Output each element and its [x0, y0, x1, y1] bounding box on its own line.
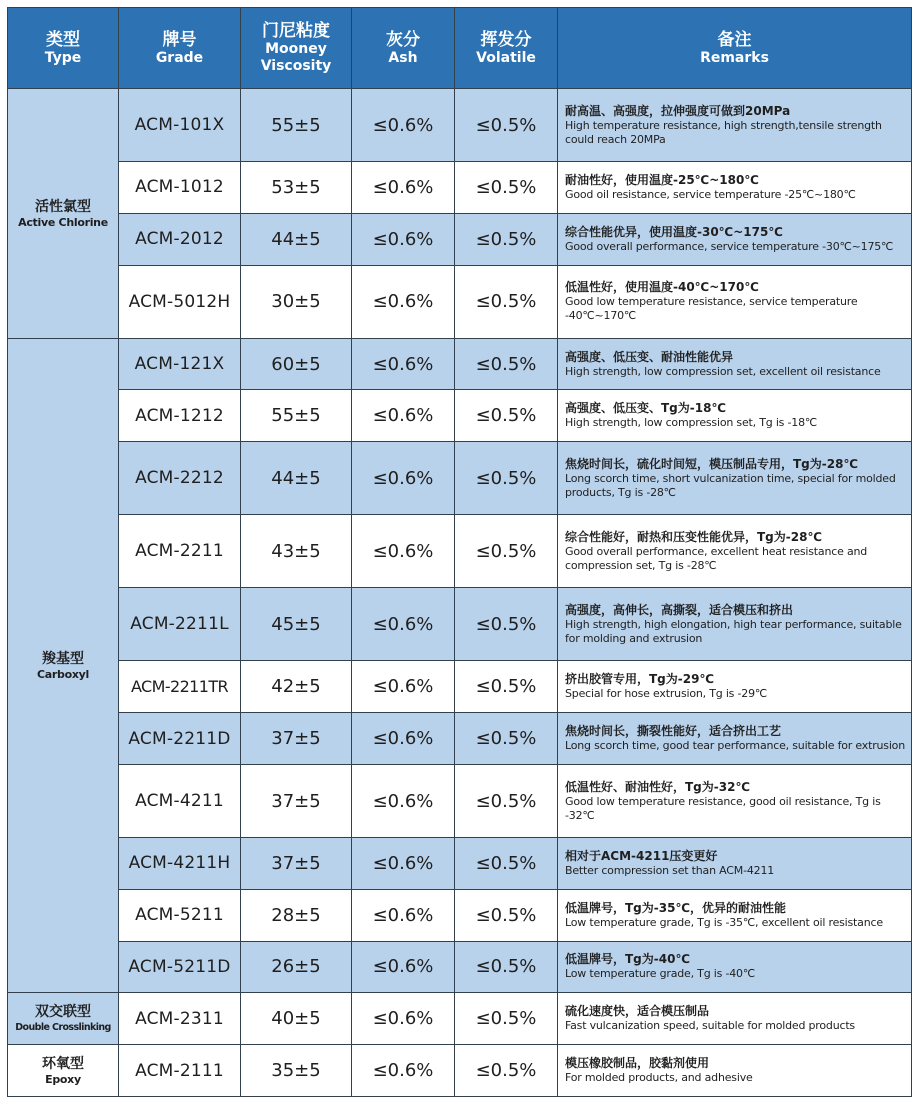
volatile-cell: ≤0.5% — [455, 941, 558, 993]
remark-zh: 硫化速度快，适合模压制品 — [565, 1004, 710, 1019]
remark-en: Good overall performance, excellent heat resistance and compression set, Tg is -28℃ — [565, 544, 868, 572]
table-row — [8, 213, 912, 265]
remarks-cell — [558, 661, 912, 713]
grade-cell: ACM-121X — [119, 338, 241, 390]
table-row — [8, 764, 912, 837]
header-ash — [352, 8, 455, 89]
remark-en: High strength, low compression set, Tg is -18℃ — [565, 416, 818, 430]
ash-cell: ≤0.6% — [352, 588, 455, 661]
remark-en: High temperature resistance, high strength,tensile strength could reach 20MPa — [565, 118, 882, 146]
remarks-cell — [558, 442, 912, 515]
header-grade-zh: 牌号 — [162, 29, 197, 50]
remarks-cell — [558, 588, 912, 661]
volatile-cell: ≤0.5% — [455, 588, 558, 661]
mooney-cell: 42±5 — [241, 661, 352, 713]
volatile-cell: ≤0.5% — [455, 338, 558, 390]
remark-en: Low temperature grade, Tg is -40℃ — [565, 967, 755, 981]
table-row — [8, 162, 912, 214]
remark-zh: 焦烧时间长，硫化时间短，模压制品专用，Tg为-28℃ — [565, 456, 858, 471]
remark-zh: 模压橡胶制品，胶黏剂使用 — [565, 1056, 710, 1071]
group-label-zh: 羧基型 — [42, 651, 84, 668]
group-label-zh: 活性氯型 — [35, 198, 91, 215]
remark-zh: 低温牌号，Tg为-40℃ — [565, 952, 690, 967]
table-row — [8, 661, 912, 713]
grade-cell: ACM-2212 — [119, 442, 241, 515]
header-type-zh: 类型 — [46, 29, 80, 50]
mooney-cell: 55±5 — [241, 390, 352, 442]
mooney-cell: 35±5 — [241, 1045, 352, 1097]
grade-cell: ACM-2211L — [119, 588, 241, 661]
remark-zh: 综合性能好，耐热和压变性能优异，Tg为-28℃ — [565, 529, 822, 544]
grade-cell: ACM-2211TR — [119, 661, 241, 713]
grade-cell: ACM-2211D — [119, 713, 241, 765]
remark-zh: 低温性好、耐油性好，Tg为-32℃ — [565, 779, 750, 794]
table-row — [8, 442, 912, 515]
remark-zh: 低温牌号，Tg为-35℃，优异的耐油性能 — [565, 900, 786, 915]
ash-cell: ≤0.6% — [352, 338, 455, 390]
header-grade — [119, 8, 241, 89]
ash-cell: ≤0.6% — [352, 213, 455, 265]
remark-en: Better compression set than ACM-4211 — [565, 863, 775, 877]
grade-cell: ACM-2211 — [119, 515, 241, 588]
mooney-cell: 28±5 — [241, 889, 352, 941]
remark-zh: 低温性好，使用温度-40℃~170℃ — [565, 280, 759, 295]
header-mooney-zh: 门尼粘度 — [262, 21, 330, 41]
remark-zh: 相对于ACM-4211压变更好 — [565, 848, 718, 863]
grade-cell: ACM-4211 — [119, 764, 241, 837]
table-row — [8, 588, 912, 661]
volatile-cell: ≤0.5% — [455, 764, 558, 837]
mooney-cell: 43±5 — [241, 515, 352, 588]
mooney-cell: 37±5 — [241, 764, 352, 837]
remarks-cell — [558, 390, 912, 442]
mooney-cell: 44±5 — [241, 213, 352, 265]
mooney-cell: 55±5 — [241, 89, 352, 162]
mooney-cell: 45±5 — [241, 588, 352, 661]
volatile-cell: ≤0.5% — [455, 838, 558, 890]
volatile-cell: ≤0.5% — [455, 661, 558, 713]
header-mooney-en2: Viscosity — [260, 58, 332, 74]
remarks-cell — [558, 265, 912, 338]
table-row — [8, 265, 912, 338]
remark-zh: 焦烧时间长，撕裂性能好，适合挤出工艺 — [565, 724, 782, 739]
ash-cell: ≤0.6% — [352, 941, 455, 993]
mooney-cell: 53±5 — [241, 162, 352, 214]
remark-en: Low temperature grade, Tg is -35℃, excellent oil resistance — [565, 915, 883, 929]
remark-zh: 高强度，高伸长，高撕裂，适合模压和挤出 — [565, 602, 794, 617]
remark-en: Good overall performance, service temperature -30℃~175℃ — [565, 239, 894, 253]
remarks-cell — [558, 338, 912, 390]
remarks-cell — [558, 1045, 912, 1097]
remark-zh: 耐油性好，使用温度-25℃~180℃ — [565, 172, 759, 187]
remark-zh: 挤出胶管专用，Tg为-29℃ — [565, 672, 714, 687]
mooney-cell: 37±5 — [241, 838, 352, 890]
group-label-zh: 双交联型 — [35, 1004, 91, 1021]
group-label-en: Carboxyl — [37, 668, 89, 682]
ash-cell: ≤0.6% — [352, 442, 455, 515]
mooney-cell: 40±5 — [241, 993, 352, 1045]
remark-en: Good low temperature resistance, service temperature -40℃~170℃ — [565, 295, 858, 323]
ash-cell: ≤0.6% — [352, 515, 455, 588]
header-type — [8, 8, 119, 89]
volatile-cell: ≤0.5% — [455, 162, 558, 214]
ash-cell: ≤0.6% — [352, 661, 455, 713]
table-row — [8, 713, 912, 765]
remark-zh: 高强度、低压变、耐油性能优异 — [565, 349, 734, 364]
ash-cell: ≤0.6% — [352, 993, 455, 1045]
grade-cell: ACM-4211H — [119, 838, 241, 890]
remark-en: Special for hose extrusion, Tg is -29℃ — [565, 687, 768, 701]
grade-cell: ACM-5211 — [119, 889, 241, 941]
remarks-cell — [558, 993, 912, 1045]
remarks-cell — [558, 941, 912, 993]
group-double-crosslinking — [8, 993, 119, 1045]
table-row — [8, 941, 912, 993]
table-row — [8, 390, 912, 442]
ash-cell: ≤0.6% — [352, 713, 455, 765]
remarks-cell — [558, 213, 912, 265]
grade-cell: ACM-5211D — [119, 941, 241, 993]
ash-cell: ≤0.6% — [352, 265, 455, 338]
volatile-cell: ≤0.5% — [455, 213, 558, 265]
header-mooney-en1: Mooney — [265, 41, 327, 57]
table-row — [8, 515, 912, 588]
remark-en: Good oil resistance, service temperature -25℃~180℃ — [565, 187, 856, 201]
ash-cell: ≤0.6% — [352, 162, 455, 214]
table-row — [8, 338, 912, 390]
remark-en: Fast vulcanization speed, suitable for molded products — [565, 1019, 855, 1033]
header-volatile-en: Volatile — [476, 49, 536, 66]
header-mooney — [241, 8, 352, 89]
grade-cell: ACM-2111 — [119, 1045, 241, 1097]
remarks-cell — [558, 713, 912, 765]
volatile-cell: ≤0.5% — [455, 265, 558, 338]
remark-zh: 耐高温、高强度，拉伸强度可做到20MPa — [565, 103, 791, 118]
grade-cell: ACM-1012 — [119, 162, 241, 214]
volatile-cell: ≤0.5% — [455, 1045, 558, 1097]
header-remarks-zh: 备注 — [717, 29, 752, 50]
remarks-cell — [558, 515, 912, 588]
header-type-en: Type — [44, 49, 82, 66]
volatile-cell: ≤0.5% — [455, 442, 558, 515]
remark-zh: 高强度、低压变、Tg为-18℃ — [565, 401, 726, 416]
table-header — [8, 8, 912, 89]
mooney-cell: 44±5 — [241, 442, 352, 515]
mooney-cell: 37±5 — [241, 713, 352, 765]
mooney-cell: 26±5 — [241, 941, 352, 993]
table-row — [8, 89, 912, 162]
grade-cell: ACM-2012 — [119, 213, 241, 265]
product-spec-sheet — [7, 7, 911, 1097]
remarks-cell — [558, 89, 912, 162]
group-label-zh: 环氧型 — [42, 1056, 84, 1073]
grade-cell: ACM-2311 — [119, 993, 241, 1045]
table-row — [8, 838, 912, 890]
grade-cell: ACM-5012H — [119, 265, 241, 338]
group-epoxy — [8, 1045, 119, 1097]
group-carboxyl — [8, 338, 119, 993]
remarks-cell — [558, 764, 912, 837]
mooney-cell: 30±5 — [241, 265, 352, 338]
group-label-en: Double Crosslinking — [15, 1022, 111, 1034]
ash-cell: ≤0.6% — [352, 390, 455, 442]
table-body — [8, 89, 912, 1097]
header-grade-en: Grade — [155, 49, 204, 66]
remarks-cell — [558, 162, 912, 214]
grade-cell: ACM-1212 — [119, 390, 241, 442]
header-remarks — [558, 8, 912, 89]
volatile-cell: ≤0.5% — [455, 89, 558, 162]
volatile-cell: ≤0.5% — [455, 390, 558, 442]
table-row — [8, 889, 912, 941]
header-volatile — [455, 8, 558, 89]
ash-cell: ≤0.6% — [352, 838, 455, 890]
grade-cell: ACM-101X — [119, 89, 241, 162]
group-active-chlorine — [8, 89, 119, 339]
ash-cell: ≤0.6% — [352, 89, 455, 162]
remark-en: High strength, low compression set, excellent oil resistance — [565, 364, 881, 378]
mooney-cell: 60±5 — [241, 338, 352, 390]
ash-cell: ≤0.6% — [352, 889, 455, 941]
remark-en: Long scorch time, short vulcanization time, special for molded products, Tg is -28℃ — [565, 471, 896, 499]
header-volatile-zh: 挥发分 — [480, 29, 532, 50]
remark-en: For molded products, and adhesive — [565, 1071, 753, 1085]
remarks-cell — [558, 889, 912, 941]
table-row — [8, 1045, 912, 1097]
remarks-cell — [558, 838, 912, 890]
acm-grade-table — [7, 7, 912, 1097]
remark-zh: 综合性能优异，使用温度-30℃~175℃ — [565, 224, 783, 239]
ash-cell: ≤0.6% — [352, 764, 455, 837]
volatile-cell: ≤0.5% — [455, 713, 558, 765]
group-label-en: Active Chlorine — [18, 215, 108, 229]
group-label-en: Epoxy — [45, 1073, 81, 1087]
header-ash-zh: 灰分 — [386, 29, 420, 50]
header-remarks-en: Remarks — [700, 49, 769, 66]
remark-en: High strength, high elongation, high tear performance, suitable for molding and extrusion — [565, 617, 902, 645]
table-row — [8, 993, 912, 1045]
header-ash-en: Ash — [388, 49, 418, 66]
remark-en: Good low temperature resistance, good oil resistance, Tg is -32℃ — [565, 794, 881, 822]
ash-cell: ≤0.6% — [352, 1045, 455, 1097]
volatile-cell: ≤0.5% — [455, 515, 558, 588]
volatile-cell: ≤0.5% — [455, 889, 558, 941]
remark-en: Long scorch time, good tear performance, suitable for extrusion — [565, 739, 905, 753]
volatile-cell: ≤0.5% — [455, 993, 558, 1045]
